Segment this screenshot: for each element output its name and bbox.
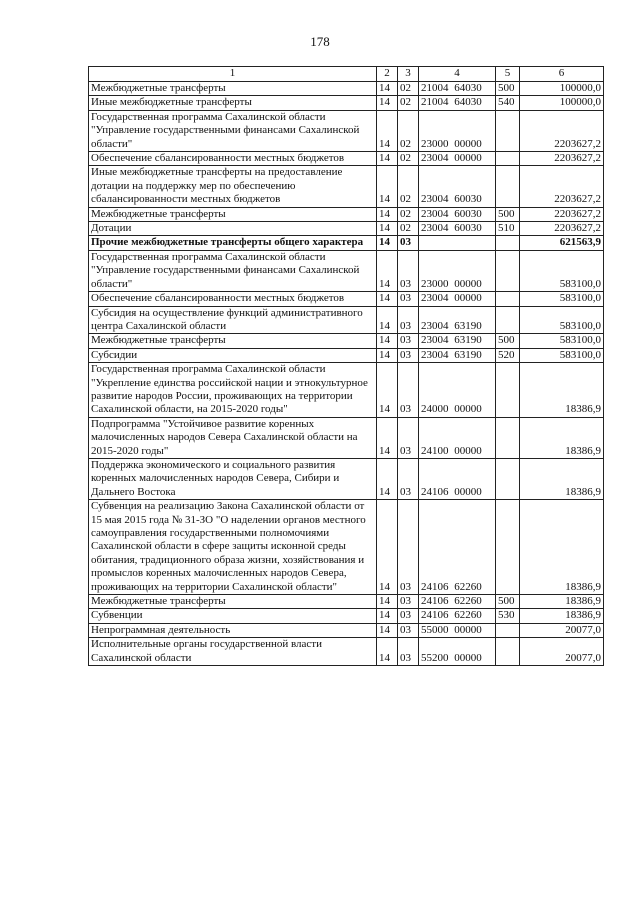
budget-table xyxy=(88,66,604,666)
row-expense-type xyxy=(496,110,520,151)
row-subsection: 02 xyxy=(398,110,419,151)
row-name: Непрограммная деятельность xyxy=(89,623,377,637)
row-name: Иные межбюджетные трансферты xyxy=(89,96,377,110)
table-row xyxy=(89,110,604,151)
row-amount: 583100,0 xyxy=(520,334,604,348)
row-amount: 18386,9 xyxy=(520,417,604,458)
table-row xyxy=(89,96,604,110)
row-expense-type xyxy=(496,250,520,291)
row-subsection: 02 xyxy=(398,207,419,221)
row-target-article: 23000 00000 xyxy=(419,250,496,291)
row-amount: 18386,9 xyxy=(520,458,604,499)
row-amount: 20077,0 xyxy=(520,638,604,666)
row-target-article: 21004 64030 xyxy=(419,96,496,110)
row-name: Иные межбюджетные трансферты на предоставление дотации на поддержку мер по обеспечению сбалансированности местных бюджетов xyxy=(89,166,377,207)
row-expense-type: 510 xyxy=(496,222,520,236)
row-target-article: 55200 00000 xyxy=(419,638,496,666)
row-name: Государственная программа Сахалинской области "Управление государственными финансами Сахалинской области" xyxy=(89,110,377,151)
row-section: 14 xyxy=(377,348,398,362)
row-expense-type: 540 xyxy=(496,96,520,110)
row-target-article: 23004 60030 xyxy=(419,222,496,236)
row-expense-type xyxy=(496,458,520,499)
row-section: 14 xyxy=(377,207,398,221)
row-expense-type xyxy=(496,417,520,458)
row-name: Государственная программа Сахалинской области "Управление государственными финансами Сахалинской области" xyxy=(89,250,377,291)
row-expense-type: 500 xyxy=(496,595,520,609)
row-amount: 100000,0 xyxy=(520,82,604,96)
row-subsection: 03 xyxy=(398,363,419,418)
row-name: Обеспечение сбалансированности местных бюджетов xyxy=(89,292,377,306)
row-name: Субсидия на осуществление функций административного центра Сахалинской области xyxy=(89,306,377,334)
row-section: 14 xyxy=(377,166,398,207)
row-subsection: 03 xyxy=(398,417,419,458)
row-name: Межбюджетные трансферты xyxy=(89,334,377,348)
page-number: 178 xyxy=(310,34,330,49)
row-subsection: 03 xyxy=(398,623,419,637)
row-section: 14 xyxy=(377,417,398,458)
row-target-article: 23004 60030 xyxy=(419,166,496,207)
row-amount: 621563,9 xyxy=(520,236,604,250)
table-row xyxy=(89,306,604,334)
row-target-article: 24106 62260 xyxy=(419,500,496,595)
header-cell: 3 xyxy=(398,67,419,82)
row-subsection: 03 xyxy=(398,609,419,623)
row-amount: 583100,0 xyxy=(520,250,604,291)
row-section: 14 xyxy=(377,306,398,334)
row-subsection: 03 xyxy=(398,250,419,291)
table-row xyxy=(89,207,604,221)
table-row xyxy=(89,638,604,666)
row-name: Субвенции xyxy=(89,609,377,623)
row-name: Подпрограмма "Устойчивое развитие коренных малочисленных народов Севера Сахалинской области на 2015-2020 годы" xyxy=(89,417,377,458)
row-expense-type: 500 xyxy=(496,82,520,96)
row-expense-type xyxy=(496,500,520,595)
row-subsection: 03 xyxy=(398,638,419,666)
row-amount: 2203627,2 xyxy=(520,166,604,207)
row-subsection: 02 xyxy=(398,96,419,110)
row-name: Субвенция на реализацию Закона Сахалинской области от 15 мая 2015 года № 31-ЗО "О наделении органов местного самоуправления государственными полномочиями Сахалинской области в сфере защиты исконной среды обитания, традиционного образа жизни, хозяйствования и промыслов коренных малочисленных народов Севера, проживающих на территории Сахалинской области" xyxy=(89,500,377,595)
row-target-article: 24106 00000 xyxy=(419,458,496,499)
row-expense-type xyxy=(496,292,520,306)
header-cell: 1 xyxy=(89,67,377,82)
row-target-article: 23004 00000 xyxy=(419,152,496,166)
row-target-article: 24106 62260 xyxy=(419,609,496,623)
row-subsection: 03 xyxy=(398,595,419,609)
header-row xyxy=(89,67,604,82)
row-section: 14 xyxy=(377,236,398,250)
row-amount: 583100,0 xyxy=(520,348,604,362)
row-target-article: 24000 00000 xyxy=(419,363,496,418)
row-section: 14 xyxy=(377,222,398,236)
row-expense-type xyxy=(496,623,520,637)
table-row xyxy=(89,250,604,291)
row-target-article: 23004 63190 xyxy=(419,334,496,348)
row-target-article: 23004 60030 xyxy=(419,207,496,221)
row-section: 14 xyxy=(377,250,398,291)
row-subsection: 03 xyxy=(398,348,419,362)
row-section: 14 xyxy=(377,110,398,151)
row-section: 14 xyxy=(377,363,398,418)
row-subsection: 03 xyxy=(398,306,419,334)
row-amount: 18386,9 xyxy=(520,363,604,418)
row-subsection: 02 xyxy=(398,166,419,207)
table-row xyxy=(89,609,604,623)
row-subsection: 03 xyxy=(398,236,419,250)
row-name: Дотации xyxy=(89,222,377,236)
row-name: Межбюджетные трансферты xyxy=(89,207,377,221)
row-section: 14 xyxy=(377,334,398,348)
row-name: Прочие межбюджетные трансферты общего характера xyxy=(89,236,377,250)
row-amount: 100000,0 xyxy=(520,96,604,110)
table-row xyxy=(89,334,604,348)
row-target-article: 55000 00000 xyxy=(419,623,496,637)
row-subsection: 03 xyxy=(398,292,419,306)
table-row xyxy=(89,222,604,236)
row-target-article: 21004 64030 xyxy=(419,82,496,96)
table-row xyxy=(89,166,604,207)
row-expense-type xyxy=(496,236,520,250)
row-target-article: 24106 62260 xyxy=(419,595,496,609)
row-target-article: 23004 63190 xyxy=(419,306,496,334)
row-target-article: 23004 63190 xyxy=(419,348,496,362)
row-name: Поддержка экономического и социального развития коренных малочисленных народов Севера, Сибири и Дальнего Востока xyxy=(89,458,377,499)
row-name: Субсидии xyxy=(89,348,377,362)
row-subsection: 03 xyxy=(398,500,419,595)
table-row xyxy=(89,152,604,166)
row-target-article: 24100 00000 xyxy=(419,417,496,458)
row-section: 14 xyxy=(377,96,398,110)
table-row xyxy=(89,348,604,362)
row-section: 14 xyxy=(377,609,398,623)
row-amount: 18386,9 xyxy=(520,595,604,609)
row-subsection: 02 xyxy=(398,222,419,236)
row-name: Исполнительные органы государственной власти Сахалинской области xyxy=(89,638,377,666)
row-name: Межбюджетные трансферты xyxy=(89,82,377,96)
row-section: 14 xyxy=(377,152,398,166)
header-cell: 4 xyxy=(419,67,496,82)
row-amount: 2203627,2 xyxy=(520,110,604,151)
table-row xyxy=(89,417,604,458)
row-target-article: 23000 00000 xyxy=(419,110,496,151)
table-row xyxy=(89,363,604,418)
row-section: 14 xyxy=(377,595,398,609)
row-amount: 2203627,2 xyxy=(520,207,604,221)
row-name: Обеспечение сбалансированности местных бюджетов xyxy=(89,152,377,166)
table-row xyxy=(89,500,604,595)
header-cell: 5 xyxy=(496,67,520,82)
row-section: 14 xyxy=(377,500,398,595)
row-expense-type xyxy=(496,638,520,666)
table-row xyxy=(89,458,604,499)
table-row xyxy=(89,595,604,609)
row-expense-type: 530 xyxy=(496,609,520,623)
header-cell: 6 xyxy=(520,67,604,82)
row-expense-type: 520 xyxy=(496,348,520,362)
row-amount: 2203627,2 xyxy=(520,152,604,166)
row-name: Государственная программа Сахалинской области "Укрепление единства российской нации и этнокультурное развитие народов России, проживающих на территории Сахалинской области, на 2015-2020 годы" xyxy=(89,363,377,418)
table-row xyxy=(89,236,604,250)
row-amount: 583100,0 xyxy=(520,306,604,334)
row-section: 14 xyxy=(377,292,398,306)
row-section: 14 xyxy=(377,458,398,499)
table-row xyxy=(89,292,604,306)
row-expense-type xyxy=(496,306,520,334)
row-expense-type xyxy=(496,166,520,207)
row-expense-type xyxy=(496,363,520,418)
row-target-article: 23004 00000 xyxy=(419,292,496,306)
row-expense-type xyxy=(496,152,520,166)
row-amount: 583100,0 xyxy=(520,292,604,306)
row-subsection: 03 xyxy=(398,334,419,348)
row-amount: 2203627,2 xyxy=(520,222,604,236)
row-amount: 20077,0 xyxy=(520,623,604,637)
row-amount: 18386,9 xyxy=(520,500,604,595)
row-section: 14 xyxy=(377,638,398,666)
row-subsection: 02 xyxy=(398,152,419,166)
header-cell: 2 xyxy=(377,67,398,82)
table-row xyxy=(89,82,604,96)
table-row xyxy=(89,623,604,637)
row-expense-type: 500 xyxy=(496,207,520,221)
row-name: Межбюджетные трансферты xyxy=(89,595,377,609)
row-subsection: 02 xyxy=(398,82,419,96)
row-target-article xyxy=(419,236,496,250)
row-amount: 18386,9 xyxy=(520,609,604,623)
row-expense-type: 500 xyxy=(496,334,520,348)
row-section: 14 xyxy=(377,623,398,637)
row-section: 14 xyxy=(377,82,398,96)
row-subsection: 03 xyxy=(398,458,419,499)
